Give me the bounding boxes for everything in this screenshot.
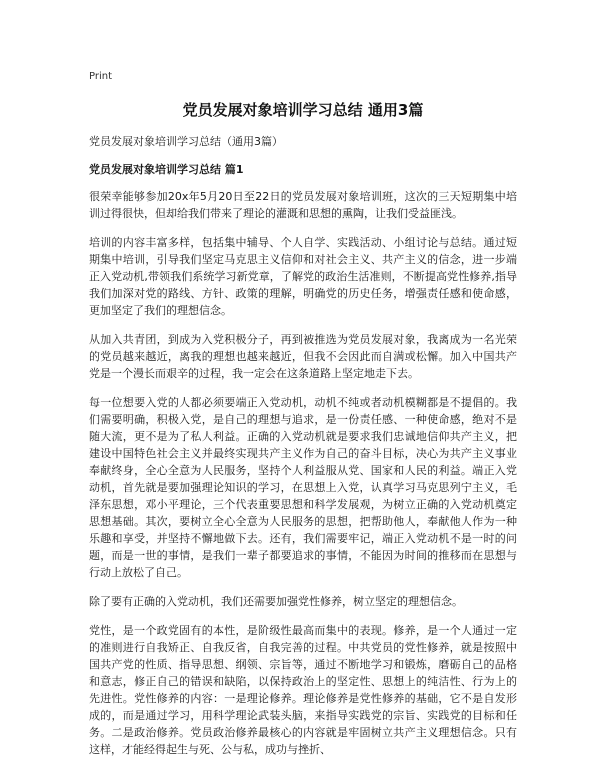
- document-subtitle: 党员发展对象培训学习总结（通用3篇）: [89, 135, 283, 148]
- section-heading: 党员发展对象培训学习总结 篇1: [89, 163, 244, 176]
- paragraph: 培训的内容丰富多样，包括集中辅导、个人自学、实践活动、小组讨论与总结。通过短期集中培训，引导我们坚定马克思主义信仰和对社会主义、共产主义的信念，进一步端正入党动机,带领我们系统学习新党章，了解党的政治生活准则，不断提高党性修养,指导我们加深对党的路线、方针、政策的理解，明确党的历史任务，增强责任感和使命感，更加坚定了我们的理想信念。: [89, 236, 517, 317]
- paragraph: 党性，是一个政党固有的本性，是阶级性最高而集中的表现。修养，是一个人通过一定的准则进行自我矫正、自我反省，自我完善的过程。中共党员的党性修养，就是按照中国共产党的性质、指导思想、纲领、宗旨等，通过不断地学习和锻炼，磨砺自己的品格和意志，修正自己的错误和缺陷，以保持政治上的坚定性、思想上的纯洁性、行为上的先进性。党性修养的内容：一是理论修养。理论修养是党性修养的基础，它不是自发形成的，而是通过学习，用科学理论武装头脑，来指导实践党的宗旨、实践党的目标和任务。二是政治修养。党员政治修养最核心的内容就是牢固树立共产主义理想信念。只有这样，才能经得起生与死、公与私，成功与挫折、: [89, 624, 517, 756]
- paragraph: 很荣幸能够参加20x年5月20日至22日的党员发展对象培训班，这次的三天短期集中培训过得很快，但却给我们带来了理论的灌溉和思想的熏陶，让我们受益匪浅。: [89, 190, 517, 220]
- paragraph: 每一位想要入党的人都必须要端正入党动机，动机不纯或者动机模糊都是不提倡的。我们需要明确，积极入党，是自己的理想与追求，是一份责任感、一种使命感，绝对不是随大流，更不是为了私人利益。正确的入党动机就是要求我们忠诚地信仰共产主义，把建设中国特色社会主义并最终实现共产主义作为自己的奋斗目标，决心为共产主义事业奉献终身，全心全意为人民服务，坚持个人利益服从党、国家和人民的利益。端正入党动机，首先就是要加强理论知识的学习，在思想上入党，认真学习马克思列宁主义，毛泽东思想，邓小平理论，三个代表重要思想和科学发展观，为树立正确的入党动机奠定思想基础。其次，要树立全心全意为人民服务的思想，把帮助他人，奉献他人作为一种乐趣和享受，并坚持不懈地做下去。还有，我们需要牢记，端正入党动机不是一时的问题，而是一世的事情，是我们一辈子都要追求的事情，不能因为时间的推移而在思想与行动上放松了自己。: [89, 396, 517, 579]
- page-title: 党员发展对象培训学习总结 通用3篇: [182, 101, 424, 119]
- print-label[interactable]: Print: [89, 71, 113, 82]
- document-page: [89, 70, 517, 770]
- paragraph: 从加入共青团，到成为入党积极分子，再到被推选为党员发展对象，我离成为一名光荣的党员越来越近，离我的理想也越来越近，但我不会因此而自满或松懈。加入中国共产党是一个漫长而艰辛的过程，我一定会在这条道路上坚定地走下去。: [89, 333, 517, 380]
- paragraph: 除了要有正确的入党动机，我们还需要加强党性修养，树立坚定的理想信念。: [89, 595, 463, 608]
